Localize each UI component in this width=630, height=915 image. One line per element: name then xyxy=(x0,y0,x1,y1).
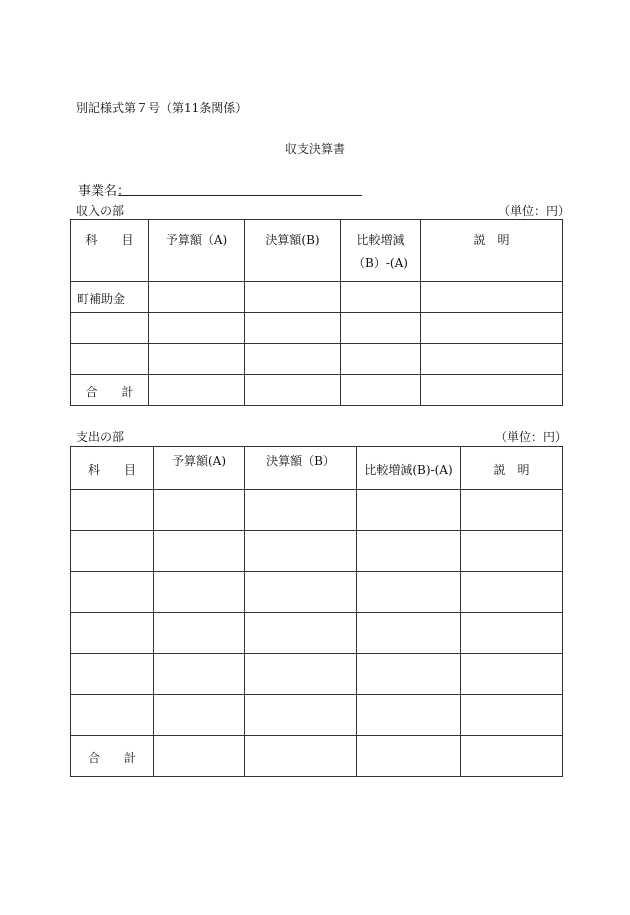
expense-row-budget-cell[interactable] xyxy=(154,654,245,695)
income-row-settlement-cell[interactable] xyxy=(245,313,341,344)
expense-row-settlement-cell[interactable] xyxy=(245,654,357,695)
table-row xyxy=(71,344,563,375)
income-header-comparison: 比較増減 （B）-(A) xyxy=(341,220,421,282)
income-total-comparison-cell[interactable] xyxy=(341,375,421,406)
form-number-label: 別記様式第７号（第11条関係） xyxy=(76,101,248,115)
expense-row-explanation-cell[interactable] xyxy=(461,613,563,654)
expense-row-comparison-cell[interactable] xyxy=(357,490,461,531)
income-row-budget-cell[interactable] xyxy=(149,313,245,344)
expense-header-comparison: 比較増減(B)-(A) xyxy=(357,447,461,490)
income-total-explanation-cell[interactable] xyxy=(421,375,563,406)
expense-total-settlement-cell[interactable] xyxy=(245,736,357,777)
expense-row-budget-cell[interactable] xyxy=(154,695,245,736)
income-header-settlement: 決算額(B) xyxy=(245,220,341,282)
expense-row-budget-cell[interactable] xyxy=(154,490,245,531)
income-total-row xyxy=(71,375,563,406)
table-row xyxy=(71,490,563,531)
table-row xyxy=(71,531,563,572)
income-row-budget-cell[interactable] xyxy=(149,344,245,375)
project-name-label: 事業名： xyxy=(78,184,131,199)
table-row xyxy=(71,613,563,654)
expense-header-settlement: 決算額（B） xyxy=(245,447,357,490)
income-row-settlement-cell[interactable] xyxy=(245,344,341,375)
expense-row-settlement-cell[interactable] xyxy=(245,572,357,613)
expense-section-title: 支出の部 xyxy=(76,430,125,444)
income-header-explanation: 説 明 xyxy=(421,220,563,282)
expense-total-budget-cell[interactable] xyxy=(154,736,245,777)
expense-unit-label: （単位：円） xyxy=(495,430,568,444)
expense-row-budget-cell[interactable] xyxy=(154,531,245,572)
income-header-row xyxy=(71,220,563,282)
expense-row-settlement-cell[interactable] xyxy=(245,613,357,654)
expense-row-comparison-cell[interactable] xyxy=(357,654,461,695)
project-name-field-line xyxy=(118,195,362,196)
income-header-subject: 科 目 xyxy=(71,220,149,282)
income-row-subject-cell[interactable] xyxy=(71,313,149,344)
income-total-settlement-cell[interactable] xyxy=(245,375,341,406)
expense-row-settlement-cell[interactable] xyxy=(245,531,357,572)
income-row-budget-cell[interactable] xyxy=(149,282,245,313)
income-total-label: 合 計 xyxy=(71,375,149,406)
expense-row-subject-cell[interactable] xyxy=(71,572,154,613)
income-total-budget-cell[interactable] xyxy=(149,375,245,406)
expense-row-comparison-cell[interactable] xyxy=(357,613,461,654)
income-row-subject-cell[interactable] xyxy=(71,344,149,375)
expense-row-settlement-cell[interactable] xyxy=(245,490,357,531)
expense-total-label: 合 計 xyxy=(71,736,154,777)
expense-row-explanation-cell[interactable] xyxy=(461,695,563,736)
income-row-explanation-cell[interactable] xyxy=(421,344,563,375)
expense-header-row xyxy=(71,447,563,490)
table-row xyxy=(71,654,563,695)
income-section-title: 収入の部 xyxy=(76,204,125,218)
income-row-settlement-cell[interactable] xyxy=(245,282,341,313)
table-row xyxy=(71,313,563,344)
expense-row-explanation-cell[interactable] xyxy=(461,490,563,531)
table-row xyxy=(71,572,563,613)
expense-row-settlement-cell[interactable] xyxy=(245,695,357,736)
expense-header-budget: 予算額(A) xyxy=(154,447,245,490)
income-row-comparison-cell[interactable] xyxy=(341,313,421,344)
expense-row-budget-cell[interactable] xyxy=(154,613,245,654)
expense-row-subject-cell[interactable] xyxy=(71,531,154,572)
expense-header-subject: 科 目 xyxy=(71,447,154,490)
income-table xyxy=(70,219,563,406)
expense-row-comparison-cell[interactable] xyxy=(357,572,461,613)
expense-header-explanation: 説 明 xyxy=(461,447,563,490)
expense-row-subject-cell[interactable] xyxy=(71,695,154,736)
expense-total-explanation-cell[interactable] xyxy=(461,736,563,777)
income-header-budget: 予算額（A) xyxy=(149,220,245,282)
income-unit-label: （単位：円） xyxy=(498,204,571,218)
expense-row-explanation-cell[interactable] xyxy=(461,572,563,613)
expense-table xyxy=(70,446,563,777)
expense-row-budget-cell[interactable] xyxy=(154,572,245,613)
expense-total-comparison-cell[interactable] xyxy=(357,736,461,777)
expense-row-explanation-cell[interactable] xyxy=(461,654,563,695)
expense-row-subject-cell[interactable] xyxy=(71,654,154,695)
expense-row-comparison-cell[interactable] xyxy=(357,695,461,736)
income-row-comparison-cell[interactable] xyxy=(341,282,421,313)
table-row xyxy=(71,282,563,313)
income-row-comparison-cell[interactable] xyxy=(341,344,421,375)
income-row-subject-cell: 町補助金 xyxy=(71,282,149,313)
expense-row-subject-cell[interactable] xyxy=(71,613,154,654)
expense-row-subject-cell[interactable] xyxy=(71,490,154,531)
income-row-explanation-cell[interactable] xyxy=(421,313,563,344)
expense-row-explanation-cell[interactable] xyxy=(461,531,563,572)
income-row-explanation-cell[interactable] xyxy=(421,282,563,313)
document-title: 収支決算書 xyxy=(284,142,345,156)
table-row xyxy=(71,695,563,736)
expense-row-comparison-cell[interactable] xyxy=(357,531,461,572)
expense-total-row xyxy=(71,736,563,777)
